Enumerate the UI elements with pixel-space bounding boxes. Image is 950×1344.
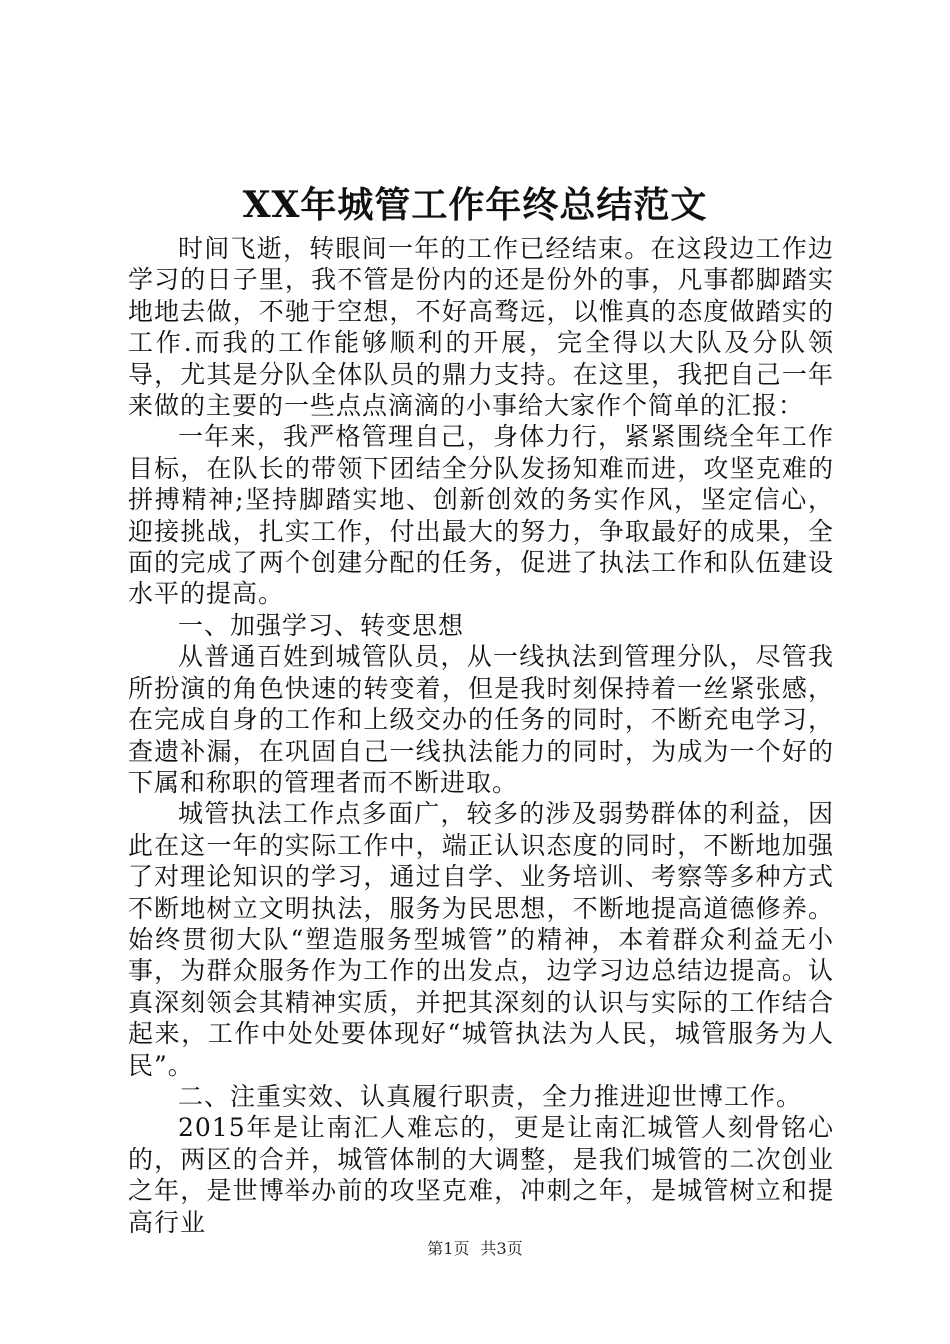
page-number: 第1页 (427, 1239, 470, 1258)
paragraph: 从普通百姓到城管队员，从一线执法到管理分队，尽管我所扮演的角色快速的转变着，但是我时刻保持着一丝紧张感，在完成自身的工作和上级交办的任务的同时，不断充电学习，查遗补漏，在巩固自己一线执法能力的同时，为成为一个好的下属和称职的管理者而不断进取。 (128, 642, 834, 797)
page-total: 共3页 (480, 1239, 523, 1258)
paragraph: 城管执法工作点多面广，较多的涉及弱势群体的利益，因此在这一年的实际工作中，端正认识态度的同时，不断地加强了对理论知识的学习，通过自学、业务培训、考察等多种方式不断地树立文明执法，服务为民思想，不断地提高道德修养。始终贯彻大队“塑造服务型城管”的精神，本着群众利益无小事，为群众服务作为工作的出发点，边学习边总结边提高。认真深刻领会其精神实质，并把其深刻的认识与实际的工作结合起来，工作中处处要体现好“城管执法为人民，城管服务为人民”。 (128, 799, 834, 1080)
document-title: XX年城管工作年终总结范文 (242, 184, 708, 226)
paragraph: 2015年是让南汇人难忘的，更是让南汇城管人刻骨铭心的，两区的合并，城管体制的大调整，是我们城管的二次创业之年，是世博举办前的攻坚克难，冲刺之年，是城管树立和提高行业 (128, 1113, 834, 1237)
paragraph: 时间飞逝，转眼间一年的工作已经结束。在这段边工作边学习的日子里，我不管是份内的还是份外的事，凡事都脚踏实地地去做，不驰于空想，不好高骛远，以惟真的态度做踏实的工作.而我的工作能够顺利的开展，完全得以大队及分队领导，尤其是分队全体队员的鼎力支持。在这里，我把自己一年来做的主要的一些点点滴滴的小事给大家作个简单的汇报： (128, 234, 834, 421)
document-body (128, 233, 834, 1238)
section-heading: 二、注重实效、认真履行职责，全力推进迎世博工作。 (178, 1081, 803, 1111)
section-heading: 一、加强学习、转变思想 (178, 610, 465, 640)
page-footer (0, 1238, 950, 1260)
paragraph: 一年来，我严格管理自己，身体力行，紧紧围绕全年工作目标，在队长的带领下团结全分队发扬知难而进，攻坚克难的拼搏精神;坚持脚踏实地、创新创效的务实作风，坚定信心，迎接挑战，扎实工作，付出最大的努力，争取最好的成果，全面的完成了两个创建分配的任务，促进了执法工作和队伍建设水平的提高。 (128, 422, 834, 609)
